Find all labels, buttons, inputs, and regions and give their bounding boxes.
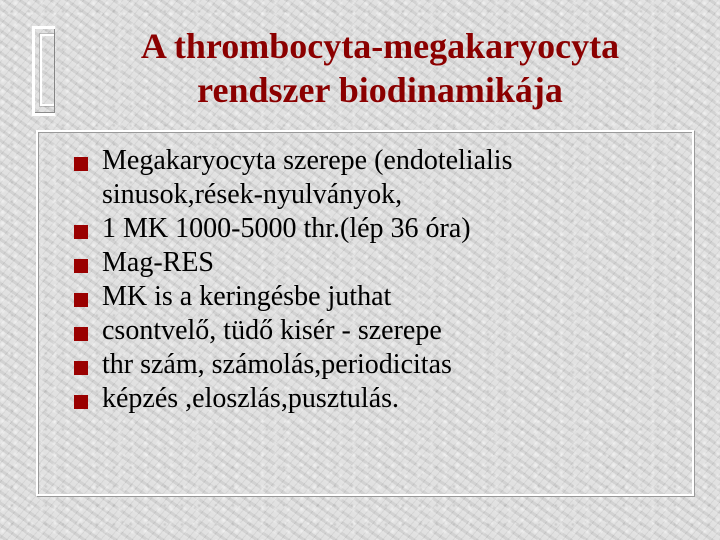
bullet-item bbox=[72, 382, 692, 416]
title-line-1: A thrombocyta-megakaryocyta bbox=[140, 26, 620, 66]
bullet-item bbox=[72, 212, 692, 246]
bullet-text: Megakaryocyta szerepe (endotelialis bbox=[102, 145, 513, 176]
square-bullet-icon bbox=[74, 395, 88, 409]
bullet-text: MK is a keringésbe juthat bbox=[102, 281, 392, 312]
square-bullet-icon bbox=[74, 361, 88, 375]
bullet-text: thr szám, számolás,periodicitas bbox=[102, 349, 452, 380]
bullet-item bbox=[72, 144, 692, 212]
bullet-list bbox=[72, 144, 692, 416]
title-line-2: rendszer biodinamikája bbox=[197, 70, 563, 110]
bullet-item bbox=[72, 280, 692, 314]
square-bullet-icon bbox=[74, 225, 88, 239]
square-bullet-icon bbox=[74, 327, 88, 341]
bullet-item bbox=[72, 246, 692, 280]
bullet-item bbox=[72, 314, 692, 348]
square-bullet-icon bbox=[74, 293, 88, 307]
slide-title bbox=[60, 24, 700, 112]
bullet-text: Mag-RES bbox=[102, 247, 214, 278]
bullet-text-continued: sinusok,rések-nyulványok, bbox=[102, 179, 403, 210]
bullet-text: képzés ,eloszlás,pusztulás. bbox=[102, 383, 400, 414]
title-bracket-inner-decoration bbox=[40, 34, 54, 106]
bullet-item bbox=[72, 348, 692, 382]
bullet-text: csontvelő, tüdő kisér - szerepe bbox=[102, 315, 442, 346]
bullet-text: 1 MK 1000-5000 thr.(lép 36 óra) bbox=[102, 213, 471, 244]
square-bullet-icon bbox=[74, 259, 88, 273]
square-bullet-icon bbox=[74, 157, 88, 171]
